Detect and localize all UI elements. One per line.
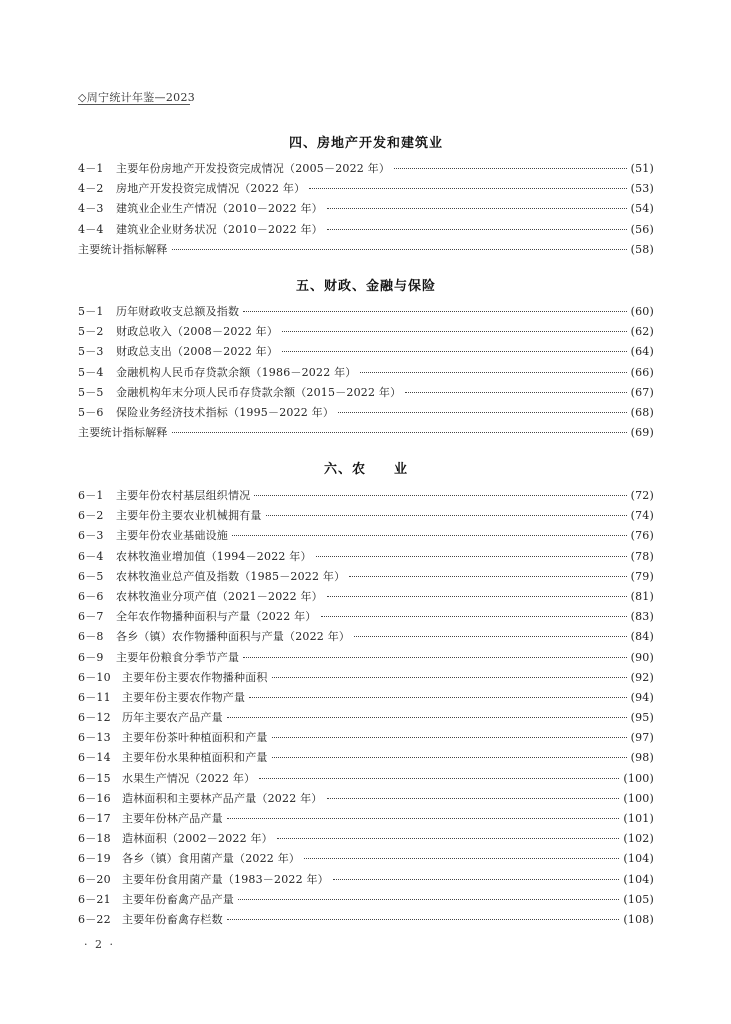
toc-entry[interactable] [78,568,654,588]
toc-entry-number: 6－6 [78,589,104,603]
toc-entry[interactable] [78,364,654,384]
toc-entry-page: (74) [630,509,654,523]
toc-entry-number: 6－15 [78,771,111,785]
toc-entry-number: 6－13 [78,731,111,745]
toc-entry-title: 各乡（镇）食用菌产量（2022 年） [122,852,301,866]
toc-entry-title: 主要年份食用菌产量（1983－2022 年） [122,872,329,886]
toc-entry[interactable] [78,424,654,444]
toc-entry-number: 6－9 [78,650,104,664]
dot-leader [327,229,627,230]
toc-entry-page: (56) [630,222,654,236]
toc-entry-number: 5－3 [78,345,104,359]
toc-entry-page: (66) [630,365,654,379]
toc-entry-number: 6－19 [78,852,111,866]
toc-entry-page: (92) [630,670,654,684]
toc-entry[interactable] [78,729,654,749]
toc-entry[interactable] [78,548,654,568]
toc-entry-page: (72) [630,489,654,502]
toc-entry-number: 6－18 [78,832,111,846]
dot-leader [227,919,620,920]
toc-entry-title: 金融机构人民币存贷款余额（1986－2022 年） [116,365,357,379]
dot-leader [266,515,627,516]
section-title-finance: 五、财政、金融与保险 [295,279,436,294]
toc-entry-title: 各乡（镇）农作物播种面积与产量（2022 年） [116,630,351,644]
toc-entry-page: (58) [630,242,654,256]
dot-leader [309,188,626,189]
dot-leader [227,818,620,819]
toc-entry[interactable] [78,404,654,424]
dot-leader [304,858,619,859]
dot-leader [277,838,620,839]
toc-entry-title: 历年主要农产品产量 [122,711,223,725]
toc-entry-page: (97) [630,731,654,745]
toc-entry-title: 造林面积（2002－2022 年） [122,832,273,846]
toc-entry-page: (102) [623,832,654,846]
toc-entry-title: 建筑业企业生产情况（2010－2022 年） [116,202,323,216]
toc-entry-number: 4－2 [78,182,104,196]
toc-entry-title: 财政总收入（2008－2022 年） [116,325,279,339]
toc-entry-number: 6－12 [78,711,111,725]
toc-entry[interactable] [78,507,654,527]
toc-entry-page: (53) [630,182,654,196]
toc-entry-title: 造林面积和主要林产品产量（2022 年） [122,791,323,805]
toc-entry-number: 6－22 [78,912,111,926]
toc-entry-page: (100) [623,771,654,785]
toc-entry-page: (60) [630,305,654,318]
toc-entry-page: (76) [630,529,654,543]
toc-entry-number: 6－3 [78,529,104,543]
toc-entry-page: (104) [623,852,654,866]
dot-leader [354,636,627,637]
toc-entry-title: 金融机构年末分项人民币存贷款余额（2015－2022 年） [116,385,402,399]
toc-entry-page: (98) [630,751,654,765]
dot-leader [243,311,626,312]
toc-entry-page: (101) [623,812,654,825]
dot-leader [282,351,627,352]
toc-entry-page: (68) [630,405,654,419]
toc-entry[interactable] [78,221,654,241]
toc-entry-title: 农林牧渔业总产值及指数（1985－2022 年） [116,569,346,583]
dot-leader [232,535,627,536]
toc-entry[interactable] [78,527,654,547]
toc-entry-page: (69) [630,426,654,440]
dot-leader [249,697,626,698]
toc-entry-page: (90) [630,650,654,664]
dot-leader [282,331,627,332]
toc-entry[interactable] [78,384,654,404]
dot-leader [272,677,627,678]
toc-entry-number: 6－20 [78,872,111,886]
toc-entry[interactable] [78,669,654,689]
toc-entry-title: 主要年份茶叶种植面积和产量 [122,731,268,745]
toc-entry-page: (81) [630,589,654,603]
toc-entry[interactable] [78,303,654,323]
toc-entry-page: (67) [630,385,654,399]
toc-entry-number: 5－1 [78,305,104,318]
toc-entry-title: 主要年份房地产开发投资完成情况（2005－2022 年） [116,162,391,175]
toc-entry[interactable] [78,487,654,507]
toc-entry[interactable] [78,180,654,200]
dot-leader [272,757,627,758]
toc-entry-title: 主要年份主要农作物播种面积 [122,670,268,684]
dot-leader [254,495,626,496]
toc-entry[interactable] [78,830,654,850]
toc-entry-page: (78) [630,549,654,563]
toc-entry-title: 房地产开发投资完成情况（2022 年） [116,182,306,196]
toc-entry-number: 5－2 [78,325,104,339]
toc-entry[interactable] [78,891,654,911]
toc-entry-number: 6－16 [78,791,111,805]
toc-entry-number: 6－8 [78,630,104,644]
toc-entry-title: 主要年份主要农业机械拥有量 [116,509,262,523]
toc-entry-title: 主要年份农业基础设施 [116,529,228,543]
toc-entry-number: 6－10 [78,670,111,684]
dot-leader [333,879,620,880]
toc-entry-number: 6－14 [78,751,111,765]
toc-entry-page: (94) [630,690,654,704]
toc-entry-title: 主要年份粮食分季节产量 [116,650,240,664]
toc-entry[interactable] [78,810,654,830]
toc-entry[interactable] [78,343,654,363]
toc-entry-number: 6－11 [78,690,111,704]
dot-leader [327,798,620,799]
toc-entry[interactable] [78,911,654,931]
dot-leader [227,717,627,718]
toc-entry-number: 6－4 [78,549,104,563]
toc-entry-title: 建筑业企业财务状况（2010－2022 年） [116,222,323,236]
toc-entry[interactable] [78,709,654,729]
header-rule [78,104,190,105]
toc-entry[interactable] [78,749,654,769]
dot-leader [272,737,627,738]
toc-entry[interactable] [78,160,654,180]
toc-list-section-5 [78,303,654,444]
toc-entry-number: 6－17 [78,812,111,825]
toc-entry-page: (84) [630,630,654,644]
toc-entry-title: 主要统计指标解释 [78,426,168,440]
toc-entry-number: 5－5 [78,385,104,399]
toc-entry[interactable] [78,850,654,870]
section-title-real-estate: 四、房地产开发和建筑业 [288,136,443,151]
toc-entry-title: 保险业务经济技术指标（1995－2022 年） [116,405,335,419]
toc-entry[interactable] [78,649,654,669]
toc-entry-page: (104) [623,872,654,886]
toc-entry-page: (62) [630,325,654,339]
toc-entry-title: 主要年份水果种植面积和产量 [122,751,268,765]
toc-entry[interactable] [78,689,654,709]
toc-entry-number: 6－7 [78,610,104,624]
toc-entry-number: 6－2 [78,509,104,523]
toc-entry-number: 6－21 [78,892,111,906]
dot-leader [243,657,626,658]
toc-entry[interactable] [78,871,654,891]
toc-entry-page: (83) [630,610,654,624]
toc-list-section-4 [78,160,654,261]
toc-entry-page: (54) [630,202,654,216]
toc-entry-number: 4－4 [78,222,104,236]
toc-entry-number: 6－1 [78,489,104,502]
toc-entry-number: 5－4 [78,365,104,379]
toc-entry-title: 全年农作物播种面积与产量（2022 年） [116,610,317,624]
toc-entry-title: 主要年份主要农作物产量 [122,690,246,704]
dot-leader [172,432,627,433]
toc-entry-number: 6－5 [78,569,104,583]
toc-entry-title: 财政总支出（2008－2022 年） [116,345,279,359]
dot-leader [405,392,626,393]
dot-leader [360,372,626,373]
toc-entry-title: 主要年份畜禽存栏数 [122,912,223,926]
toc-entry-page: (108) [623,912,654,926]
toc-list-section-6 [78,487,654,931]
toc-entry[interactable] [78,200,654,220]
dot-leader [259,778,619,779]
toc-entry-number: 5－6 [78,405,104,419]
toc-entry[interactable] [78,241,654,261]
toc-entry-number: 4－1 [78,162,104,175]
toc-entry-page: (64) [630,345,654,359]
toc-entry[interactable] [78,790,654,810]
toc-entry-page: (95) [630,711,654,725]
toc-entry-title: 主要年份林产品产量 [122,812,223,825]
toc-entry[interactable] [78,588,654,608]
toc-entry-page: (79) [630,569,654,583]
toc-entry[interactable] [78,323,654,343]
toc-entry-number: 4－3 [78,202,104,216]
page-number: · 2 · [84,938,115,951]
toc-entry-title: 农林牧渔业增加值（1994－2022 年） [116,549,312,563]
dot-leader [394,168,627,169]
dot-leader [321,616,627,617]
dot-leader [327,208,627,209]
dot-leader [338,412,627,413]
dot-leader [349,576,626,577]
toc-entry-title: 农林牧渔业分项产值（2021－2022 年） [116,589,323,603]
toc-entry-page: (51) [630,162,654,175]
dot-leader [316,556,627,557]
dot-leader [327,596,627,597]
toc-entry[interactable] [78,628,654,648]
toc-entry-title: 水果生产情况（2022 年） [122,771,256,785]
dot-leader [238,899,619,900]
toc-entry-page: (100) [623,791,654,805]
toc-entry-title: 主要年份农村基层组织情况 [116,489,251,502]
running-header: ◇周宁统计年鉴—2023 [78,91,196,104]
dot-leader [172,249,627,250]
toc-entry-title: 主要年份畜禽产品产量 [122,892,234,906]
toc-entry-title: 主要统计指标解释 [78,242,168,256]
toc-entry-title: 历年财政收支总额及指数 [116,305,240,318]
toc-entry[interactable] [78,770,654,790]
section-title-agriculture: 六、农 业 [323,462,408,477]
toc-entry-page: (105) [623,892,654,906]
toc-entry[interactable] [78,608,654,628]
